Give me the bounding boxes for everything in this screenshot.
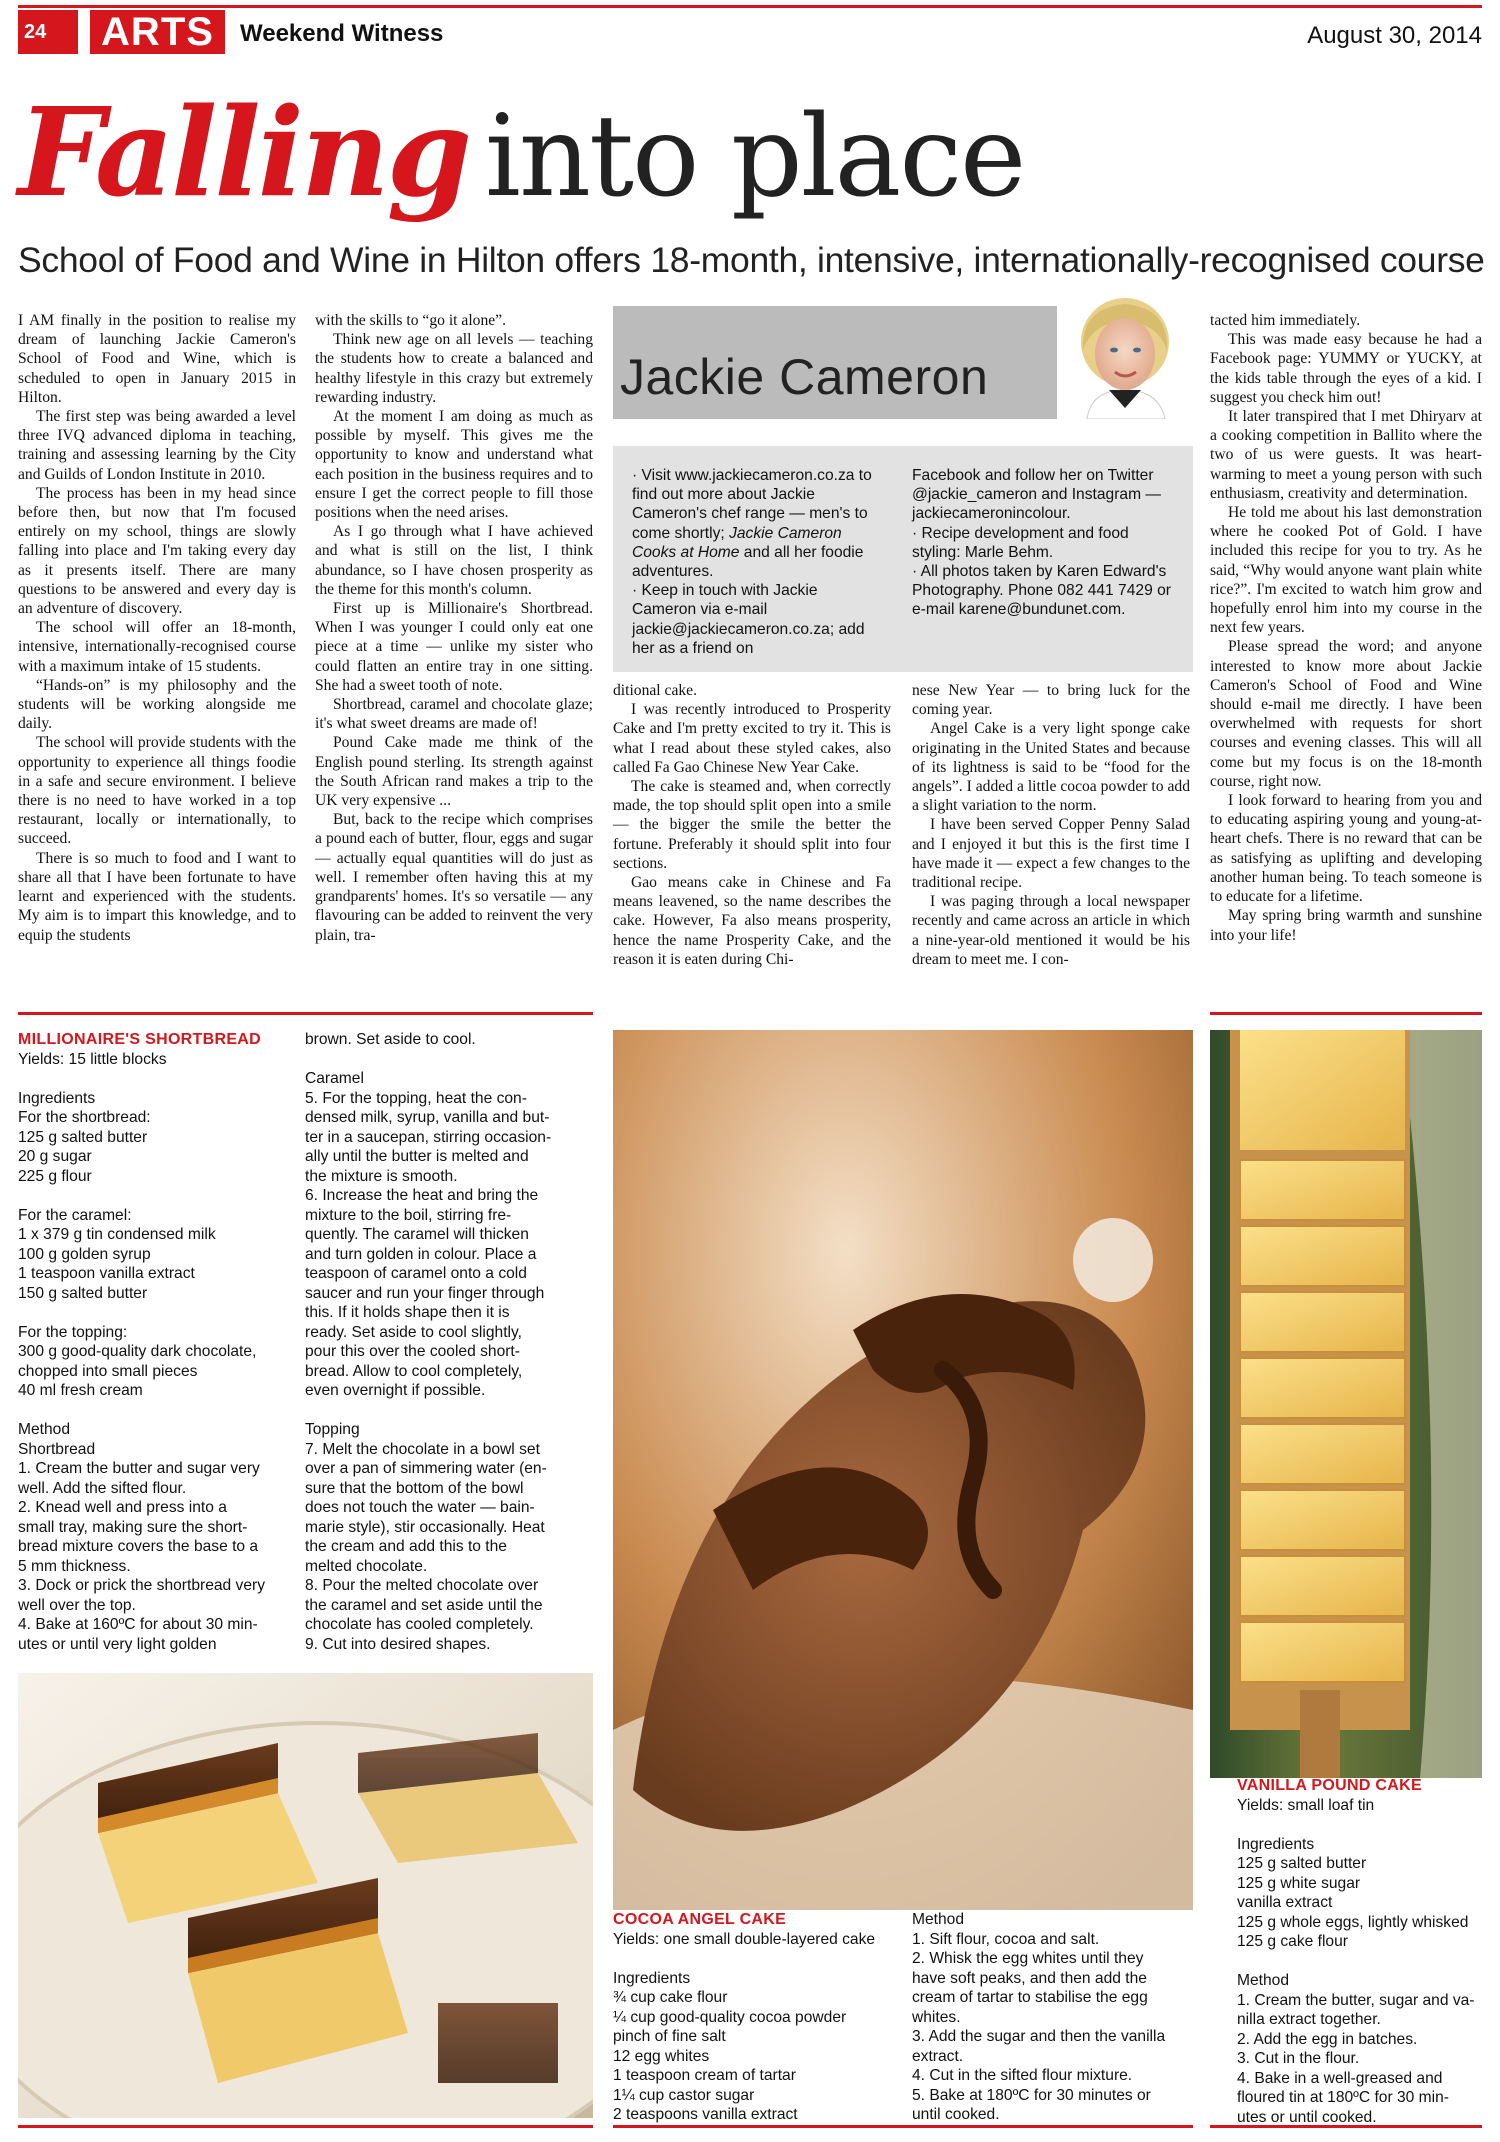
- recipe-line: until cooked.: [912, 2106, 1000, 2123]
- recipe-line: ready. Set aside to cool slightly,: [305, 1323, 522, 1341]
- recipe-line: small tray, making sure the short-: [18, 1518, 248, 1536]
- recipe-line: 8. Pour the melted chocolate over: [305, 1577, 539, 1594]
- paragraph: Please spread the word; and anyone interested to know more about Jackie Cameron's School of Food and Wine should e-mail me directly. I have been overwhelmed with requests for short courses and evening classes. This will all come but my focus is on the 18-month course, right now.: [1210, 638, 1482, 790]
- recipe-line: melted chocolate.: [305, 1557, 428, 1575]
- recipe-line: 5 mm thickness.: [18, 1557, 131, 1575]
- paragraph: “Hands-on” is my philosophy and the students will be working alongside me daily.: [18, 676, 296, 733]
- page-number: 24: [18, 10, 78, 54]
- recipe-line: 225 g flour: [18, 1167, 92, 1185]
- recipe-line: well. Add the sifted flour.: [18, 1479, 187, 1497]
- paragraph: At the moment I am doing as much as possible by myself. This gives me the opportunity to know and understand what each position in the business requires and to ensure I get the correct people to fill those positions when the need arises.: [315, 408, 593, 522]
- recipe-yields: Yields: 15 little blocks: [18, 1050, 167, 1068]
- recipe-line: bread mixture covers the base to a: [18, 1538, 259, 1555]
- paragraph: Think new age on all levels — teaching the students how to create a balanced and healthy lifestyle in this crazy but extremely rewarding industry.: [315, 331, 593, 406]
- recipe-line: saucer and run your finger through: [305, 1284, 545, 1302]
- paragraph: Gao means cake in Chinese and Fa means leavened, so the name describes the cake. However, Fa also means prosperity, hence the name Prosperity Cake, and the reason it is eaten during Chi-: [613, 874, 891, 968]
- recipe-yields: Yields: one small double-layered cake: [613, 1930, 876, 1948]
- recipe-line: [1237, 1952, 1482, 1972]
- recipe-line: 125 g salted butter: [18, 1128, 148, 1146]
- paragraph: It later transpired that I met Dhiryarv at a cooking competition in Ballito where the two of us were guests. It was heart-warming to meet a young person with such enthusiasm, creativity and determination.: [1210, 408, 1482, 502]
- recipe-line: ally until the butter is melted and: [305, 1148, 529, 1165]
- recipe-line: whites.: [912, 2008, 961, 2026]
- recipe-title: MILLIONAIRE'S SHORTBREAD: [18, 1031, 262, 1048]
- recipe-line: sure that the bottom of the bowl: [305, 1479, 524, 1497]
- paper-name: Weekend Witness: [240, 20, 444, 47]
- section-rule: [1210, 1012, 1482, 1015]
- recipe-line: Topping: [305, 1421, 360, 1438]
- recipe-line: 300 g good-quality dark chocolate,: [18, 1343, 257, 1360]
- photo-pound-cake: [1210, 1030, 1482, 1778]
- recipe-line: [305, 1401, 590, 1421]
- recipe-line: floured tin at 180ºC for 30 min-: [1237, 2089, 1449, 2106]
- info-line: · Recipe development and food styling: Marle Behm.: [912, 524, 1129, 561]
- paragraph: The school will offer an 18-month, intensive, internationally-recognised course with a maximum intake of 15 students.: [18, 619, 296, 675]
- recipe-line: 1 x 379 g tin condensed milk: [18, 1226, 216, 1243]
- recipe-line: Shortbread: [18, 1440, 96, 1458]
- recipe-line: the caramel and set aside until the: [305, 1596, 543, 1614]
- recipe-shortbread-continued: [305, 1030, 590, 1654]
- recipe-line: marie style), stir occasionally. Heat: [305, 1518, 545, 1536]
- recipe-line: 9. Cut into desired shapes.: [305, 1635, 491, 1653]
- recipe-line: 20 g sugar: [18, 1148, 92, 1165]
- recipe-lines: [18, 1089, 303, 1655]
- recipe-line: 1. Sift flour, cocoa and salt.: [912, 1930, 1100, 1948]
- info-line: · All photos taken by Karen Edward's Photography. Phone 082 441 7429 or e-mail karene@bundunet.com.: [912, 563, 1171, 619]
- paragraph: Pound Cake made me think of the English pound sterling. Its strength against the South African rand makes a trip to the UK very expensive ...: [315, 734, 593, 810]
- section-rule: [613, 2125, 1193, 2128]
- recipe-line: well over the top.: [18, 1596, 136, 1614]
- recipe-line: extract.: [912, 2047, 964, 2065]
- recipe-line: the mixture is smooth.: [305, 1167, 458, 1185]
- paragraph: tacted him immediately.: [1210, 312, 1361, 329]
- subheadline: School of Food and Wine in Hilton offers 18-month, intensive, internationally-recognised course: [18, 240, 1485, 280]
- recipe-line: For the topping:: [18, 1323, 128, 1341]
- recipe-lines: [305, 1030, 590, 1654]
- recipe-lines: [912, 1910, 1192, 2125]
- recipe-line: 1. Cream the butter, sugar and va-: [1237, 1991, 1475, 2009]
- recipe-line: chocolate has cooled completely.: [305, 1616, 534, 1633]
- recipe-line: 3. Dock or prick the shortbread very: [18, 1577, 266, 1594]
- recipe-line: 3. Cut in the flour.: [1237, 2050, 1360, 2067]
- recipe-line: pinch of fine salt: [613, 2028, 726, 2045]
- recipe-line: 125 g white sugar: [1237, 1874, 1361, 1892]
- recipe-line: 12 egg whites: [613, 2047, 710, 2065]
- paragraph: I AM finally in the position to realise my dream of launching Jackie Cameron's School of Food and Wine, which is scheduled to open in January 2015 in Hilton.: [18, 312, 296, 406]
- article-column-1: [18, 311, 296, 945]
- recipe-shortbread: [18, 1030, 303, 1654]
- recipe-line: 2 teaspoons vanilla extract: [613, 2106, 798, 2123]
- recipe-line: For the caramel:: [18, 1206, 132, 1224]
- recipe-line: 5. For the topping, heat the con-: [305, 1089, 527, 1107]
- paragraph: The school will provide students with the opportunity to experience all things foodie in a safe and secure environment. I believe there is no need to have worked in a top restaurant, locally or internationally, to succeed.: [18, 734, 296, 848]
- headline-rest: into place: [485, 92, 1025, 222]
- recipe-line: have soft peaks, and then add the: [912, 1969, 1147, 1987]
- recipe-line: 7. Melt the chocolate in a bowl set: [305, 1440, 540, 1458]
- paragraph: I look forward to hearing from you and to educating aspiring young and young-at-heart chefs. There is no reward that can be as satisfying as uplifting and developing another human being. To teach someone is to educate for a lifetime.: [1210, 792, 1482, 906]
- recipe-line: mixture to the boil, stirring fre-: [305, 1206, 512, 1224]
- recipe-line: 40 ml fresh cream: [18, 1382, 143, 1399]
- paragraph: with the skills to “go it alone”.: [315, 312, 506, 329]
- paragraph: First up is Millionaire's Shortbread. When I was younger I could only eat one piece at a time — unlike my sister who could flatten an entire tray in one sitting. She had a sweet tooth of note.: [315, 600, 593, 694]
- recipe-line: ¾ cup cake flour: [613, 1989, 728, 2006]
- recipe-line: ter in a saucepan, stirring occasion-: [305, 1128, 552, 1146]
- recipe-line: this. If it holds shape then it is: [305, 1304, 510, 1321]
- recipe-lines: [1237, 1835, 1482, 2128]
- recipe-title: COCOA ANGEL CAKE: [613, 1911, 787, 1928]
- headline: [18, 80, 1024, 230]
- recipe-line: Method: [1237, 1972, 1290, 1989]
- photo-angel-cake: [613, 1030, 1193, 1910]
- recipe-angel-cake: [613, 1910, 903, 2125]
- recipe-line: chopped into small pieces: [18, 1362, 198, 1380]
- recipe-line: teaspoon of caramel onto a cold: [305, 1265, 527, 1282]
- recipe-line: 4. Bake in a well-greased and: [1237, 2069, 1443, 2087]
- recipe-line: For the shortbread:: [18, 1109, 151, 1126]
- paragraph: Angel Cake is a very light sponge cake originating in the United States and because of its lightness is said to be “food for the angels”. I added a little cocoa powder to add a slight variation to the norm.: [912, 720, 1190, 815]
- article-column-5: [1210, 311, 1482, 945]
- recipe-line: does not touch the water — bain-: [305, 1499, 535, 1516]
- recipe-line: over a pan of simmering water (en-: [305, 1460, 547, 1477]
- byline-name: Jackie Cameron: [620, 349, 989, 405]
- recipe-line: 3. Add the sugar and then the vanilla: [912, 2028, 1166, 2045]
- section-label: ARTS: [90, 10, 225, 54]
- recipe-line: the cream and add this to the: [305, 1538, 507, 1555]
- recipe-line: [18, 1401, 303, 1421]
- recipe-line: 6. Increase the heat and bring the: [305, 1187, 539, 1204]
- recipe-line: 1. Cream the butter and sugar very: [18, 1460, 260, 1477]
- paragraph: But, back to the recipe which comprises a pound each of butter, flour, eggs and sugar — actually equal quantities will do just as well. I remember often having this at my grandparents' homes. It's so versatile — any flavouring can be added to reinvent the very plain, tra-: [315, 811, 593, 944]
- paragraph: He told me about his last demonstration where he cooked Pot of Gold. I have included this recipe for you to try. As he said, “Why would anyone want plain white rice?”. I'm excited to watch him grow and hopefully enrol him into my course in the next few years.: [1210, 504, 1482, 637]
- recipe-line: 1¼ cup castor sugar: [613, 2086, 755, 2104]
- paragraph: I was paging through a local newspaper recently and came across an article in which a nine-year-old mentioned it would be his dream to meet me. I con-: [912, 893, 1190, 968]
- paragraph: I have been served Copper Penny Salad and I enjoyed it but this is the first time I have made it — expect a few changes to the traditional recipe.: [912, 816, 1190, 892]
- recipe-line: Method: [912, 1911, 965, 1928]
- recipe-line: densed milk, syrup, vanilla and but-: [305, 1109, 550, 1126]
- recipe-line: utes or until cooked.: [1237, 2108, 1377, 2126]
- issue-date: August 30, 2014: [1307, 22, 1482, 49]
- recipe-line: 100 g golden syrup: [18, 1245, 151, 1263]
- paragraph: ditional cake.: [613, 682, 697, 699]
- paragraph: nese New Year — to bring luck for the coming year.: [912, 682, 1190, 719]
- recipe-line: brown. Set aside to cool.: [305, 1031, 476, 1048]
- paragraph: The cake is steamed and, when correctly made, the top should split open into a smile — the bigger the smile the better the fortune. Preferably it should split into four sections.: [613, 778, 891, 872]
- recipe-yields: Yields: small loaf tin: [1237, 1796, 1375, 1814]
- recipe-line: 2. Knead well and press into a: [18, 1499, 227, 1516]
- recipe-line: 5. Bake at 180ºC for 30 minutes or: [912, 2086, 1151, 2104]
- recipe-line: 2. Add the egg in batches.: [1237, 2030, 1418, 2048]
- info-box-left: [632, 466, 882, 658]
- recipe-title: VANILLA POUND CAKE: [1237, 1777, 1422, 1794]
- recipe-line: 1 teaspoon vanilla extract: [18, 1265, 195, 1282]
- recipe-line: bread. Allow to cool completely,: [305, 1362, 523, 1380]
- masthead-rule: [18, 5, 1482, 8]
- info-line: and all her foodie adventures.: [632, 543, 864, 581]
- info-line: Facebook and follow her on Twitter @jackie_cameron and Instagram — jackiecameronincolour.: [912, 467, 1161, 523]
- article-column-3: [613, 681, 891, 969]
- recipe-line: Caramel: [305, 1070, 364, 1087]
- info-line: · Keep in touch with Jackie Cameron via e-mail jackie@jackiecameron.co.za; add her as a friend on: [632, 582, 865, 657]
- recipe-line: cream of tartar to stabilise the egg: [912, 1989, 1148, 2006]
- recipe-lines: [613, 1969, 903, 2125]
- recipe-line: 1 teaspoon cream of tartar: [613, 2067, 796, 2084]
- paragraph: Shortbread, caramel and chocolate glaze; it's what sweet dreams are made of!: [315, 696, 593, 733]
- recipe-line: 125 g cake flour: [1237, 1933, 1348, 1950]
- recipe-line: nilla extract together.: [1237, 2011, 1381, 2028]
- recipe-line: 150 g salted butter: [18, 1284, 148, 1302]
- recipe-line: vanilla extract: [1237, 1894, 1333, 1911]
- recipe-line: even overnight if possible.: [305, 1382, 486, 1399]
- recipe-line: [305, 1050, 590, 1070]
- recipe-line: [18, 1303, 303, 1323]
- photo-shortbread: [18, 1673, 593, 2118]
- recipe-line: utes or until very light golden: [18, 1635, 217, 1653]
- recipe-line: ¼ cup good-quality cocoa powder: [613, 2008, 847, 2026]
- recipe-line: 4. Cut in the sifted flour mixture.: [912, 2067, 1133, 2084]
- recipe-line: 125 g whole eggs, lightly whisked: [1237, 1913, 1469, 1931]
- recipe-pound-cake: [1237, 1776, 1482, 2127]
- recipe-line: pour this over the cooled short-: [305, 1343, 520, 1360]
- book-title: Jackie Cameron Cooks at Home: [632, 524, 842, 561]
- recipe-line: Ingredients: [613, 1969, 691, 1987]
- recipe-line: [18, 1186, 303, 1206]
- recipe-line: 2. Whisk the egg whites until they: [912, 1950, 1144, 1967]
- article-column-2: [315, 311, 593, 945]
- headline-accent: Falling: [18, 80, 470, 224]
- recipe-line: and turn golden in colour. Place a: [305, 1245, 537, 1263]
- article-column-4: [912, 681, 1190, 969]
- section-rule: [18, 2125, 593, 2128]
- paragraph: The first step was being awarded a level three IVQ advanced diploma in teaching, training and assessing learning by the City and Guilds of London Institute in 2010.: [18, 408, 296, 483]
- recipe-angel-cake-method: [912, 1910, 1192, 2125]
- section-rule: [18, 1012, 593, 1015]
- recipe-line: quently. The caramel will thicken: [305, 1226, 529, 1243]
- recipe-line: Ingredients: [18, 1089, 96, 1107]
- paragraph: This was made easy because he had a Facebook page: YUMMY or YUCKY, at the kids table through the eyes of a kid. I suggest you check him out!: [1210, 331, 1482, 406]
- paragraph: May spring bring warmth and sunshine into your life!: [1210, 907, 1482, 944]
- paragraph: The process has been in my head since before then, but now that I'm focused entirely on my school, things are slowly falling into place and I'm taking every day as it presents itself. There are many questions to be answered and every day is an adventure of discovery.: [18, 484, 296, 618]
- recipe-line: 4. Bake at 160ºC for about 30 min-: [18, 1616, 258, 1633]
- paragraph: There is so much to food and I want to share all that I have been fortunate to have learnt and experienced with the students. My aim is to impart this knowledge, and to equip the students: [18, 849, 296, 944]
- recipe-line: Ingredients: [1237, 1835, 1315, 1853]
- info-box-right: [912, 466, 1174, 620]
- author-portrait: [1057, 292, 1193, 419]
- recipe-line: 125 g salted butter: [1237, 1855, 1367, 1872]
- recipe-line: Method: [18, 1421, 71, 1438]
- paragraph: As I go through what I have achieved and what is still on the list, I think abundance, so I have chosen prosperity as the theme for this month's column.: [315, 523, 593, 598]
- paragraph: I was recently introduced to Prosperity Cake and I'm pretty excited to try it. This is what I read about these styled cakes, also called Fa Gao Chinese New Year Cake.: [613, 701, 891, 776]
- info-line: · Visit www.jackiecameron.co.za to find out more about Jackie Cameron's chef range — men's to come shortly;: [632, 467, 872, 542]
